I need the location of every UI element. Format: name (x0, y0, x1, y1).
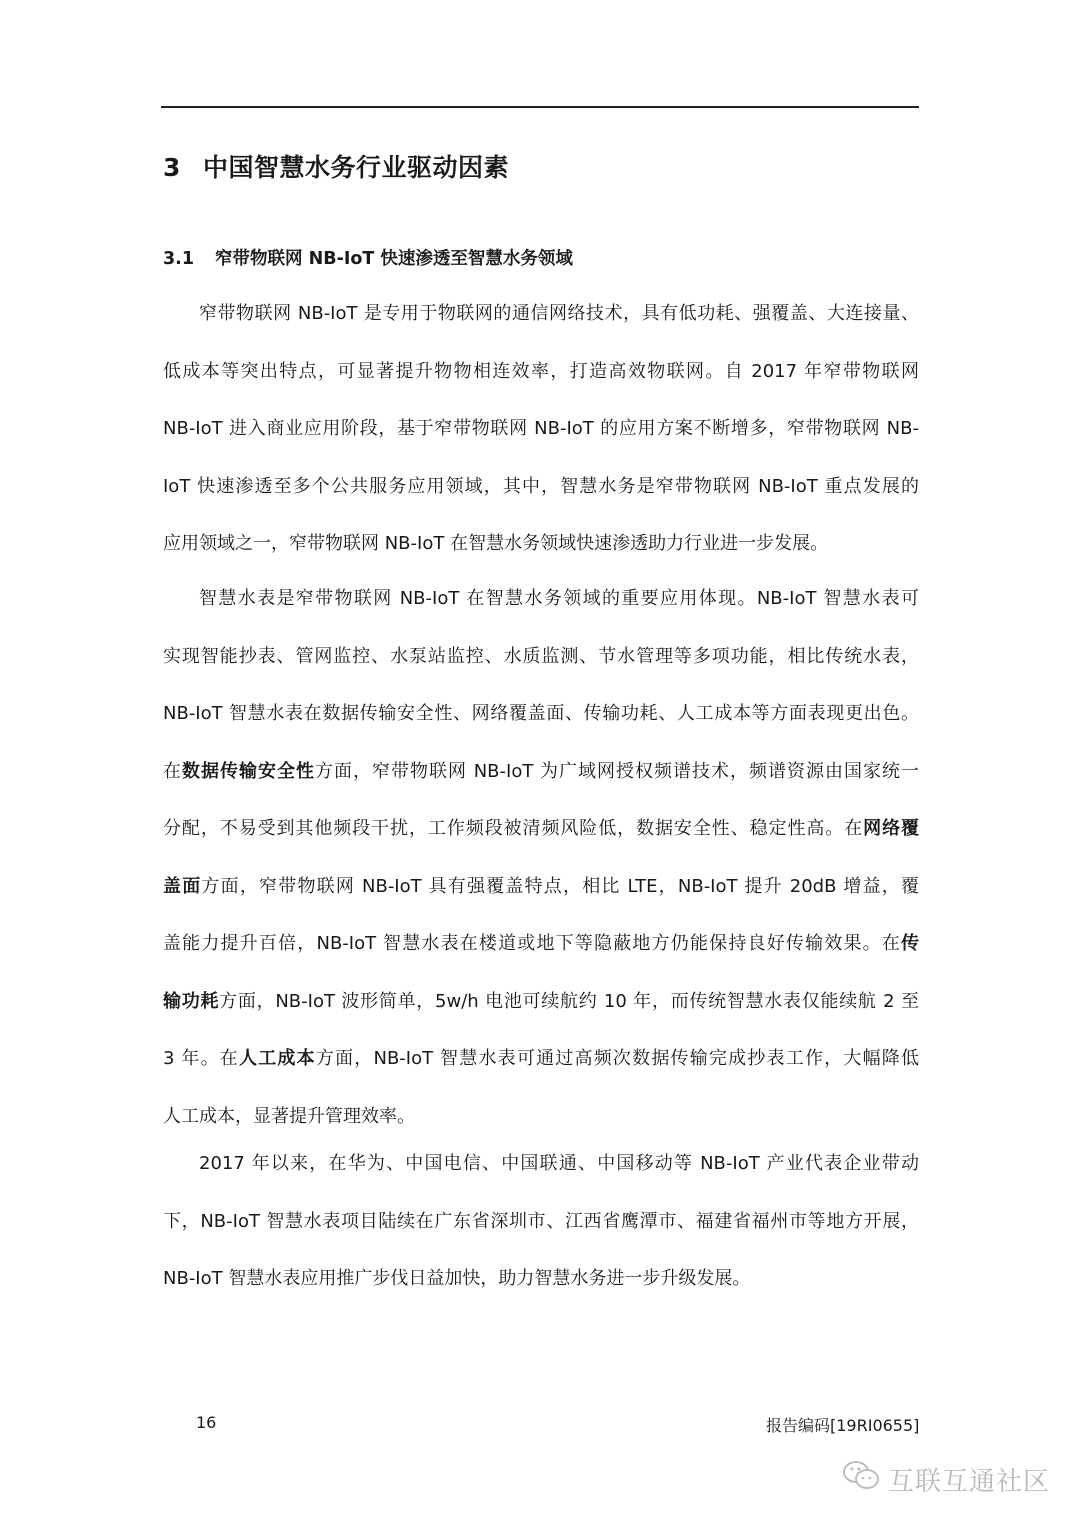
paragraph-line: 窄带物联网 NB-IoT 是专用于物联网的通信网络技术，具有低功耗、强覆盖、大连接量、 (199, 303, 919, 324)
report-code: 报告编码[19RI0655] (766, 1416, 920, 1435)
paragraph-line: 盖面方面，窄带物联网 NB-IoT 具有强覆盖特点，相比 LTE，NB-IoT 提升 20dB 增益，覆 (163, 875, 919, 897)
header-rule (161, 106, 919, 108)
paragraph-line: 在数据传输安全性方面，窄带物联网 NB-IoT 为广域网授权频谱技术，频谱资源由国家统一 (163, 760, 920, 782)
paragraph-line: 2017 年以来，在华为、中国电信、中国联通、中国移动等 NB-IoT 产业代表企业带动 (199, 1153, 919, 1174)
chapter-heading (163, 148, 509, 184)
paragraph-line: IoT 快速渗透至多个公共服务应用领域，其中，智慧水务是窄带物联网 NB-IoT 重点发展的 (163, 475, 919, 497)
paragraph-line: 盖能力提升百倍，NB-IoT 智慧水表在楼道或地下等隐蔽地方仍能保持良好传输效果。在传 (163, 933, 919, 954)
paragraph-1 (163, 285, 919, 573)
bold-term-power-consumption: 输功耗 (163, 990, 220, 1012)
bold-term-labor-cost: 人工成本 (239, 1048, 316, 1069)
section-number: 3.1 (163, 249, 195, 269)
paragraph-2 (163, 570, 919, 1145)
paragraph-line: NB-IoT 进入商业应用阶段，基于窄带物联网 NB-IoT 的应用方案不断增多，窄带物联网 NB- (163, 418, 919, 439)
paragraph-line: NB-IoT 智慧水表应用推广步伐日益加快，助力智慧水务进一步升级发展。 (163, 1268, 751, 1289)
chapter-number: 3 (163, 153, 181, 182)
paragraph-line: 输功耗方面，NB-IoT 波形简单，5w/h 电池可续航约 10 年，而传统智慧水表仅能续航 2 至 (163, 990, 919, 1012)
paragraph-line: 分配，不易受到其他频段干扰，工作频段被清频风险低，数据安全性、稳定性高。在网络覆 (163, 818, 920, 839)
wechat-icon (842, 1460, 888, 1499)
paragraph-line: NB-IoT 智慧水表在数据传输安全性、网络覆盖面、传输功耗、人工成本等方面表现更出色。 (163, 703, 919, 724)
paragraph-line: 人工成本，显著提升管理效率。 (163, 1105, 415, 1127)
paragraph-line: 实现智能抄表、管网监控、水泵站监控、水质监测、节水管理等多项功能，相比传统水表， (163, 645, 919, 667)
watermark-text: 互联互通社区 (888, 1467, 1051, 1497)
paragraph-line: 下，NB-IoT 智慧水表项目陆续在广东省深圳市、江西省鹰潭市、福建省福州市等地方开展， (163, 1210, 919, 1232)
paragraph-3 (163, 1135, 919, 1308)
section-heading (163, 245, 573, 270)
paragraph-line: 智慧水表是窄带物联网 NB-IoT 在智慧水务领域的重要应用体现。NB-IoT 智慧水表可 (199, 588, 919, 609)
bold-term-data-security: 数据传输安全性 (182, 760, 315, 782)
page-number: 16 (196, 1413, 217, 1432)
paragraph-line: 应用领域之一，窄带物联网 NB-IoT 在智慧水务领域快速渗透助力行业进一步发展。 (163, 533, 829, 554)
chapter-title: 中国智慧水务行业驱动因素 (203, 153, 510, 182)
watermark (842, 1460, 1050, 1499)
bold-term-network-coverage: 网络覆 (863, 818, 920, 839)
paragraph-line: 低成本等突出特点，可显著提升物物相连效率，打造高效物联网。自 2017 年窄带物联网 (163, 360, 919, 382)
paragraph-line: 3 年。在人工成本方面，NB-IoT 智慧水表可通过高频次数据传输完成抄表工作，大幅降低 (163, 1048, 920, 1069)
section-title: 窄带物联网 NB-IoT 快速渗透至智慧水务领域 (215, 249, 573, 269)
bold-term-power-consumption: 传 (901, 933, 919, 954)
bold-term-network-coverage: 盖面 (163, 875, 202, 897)
